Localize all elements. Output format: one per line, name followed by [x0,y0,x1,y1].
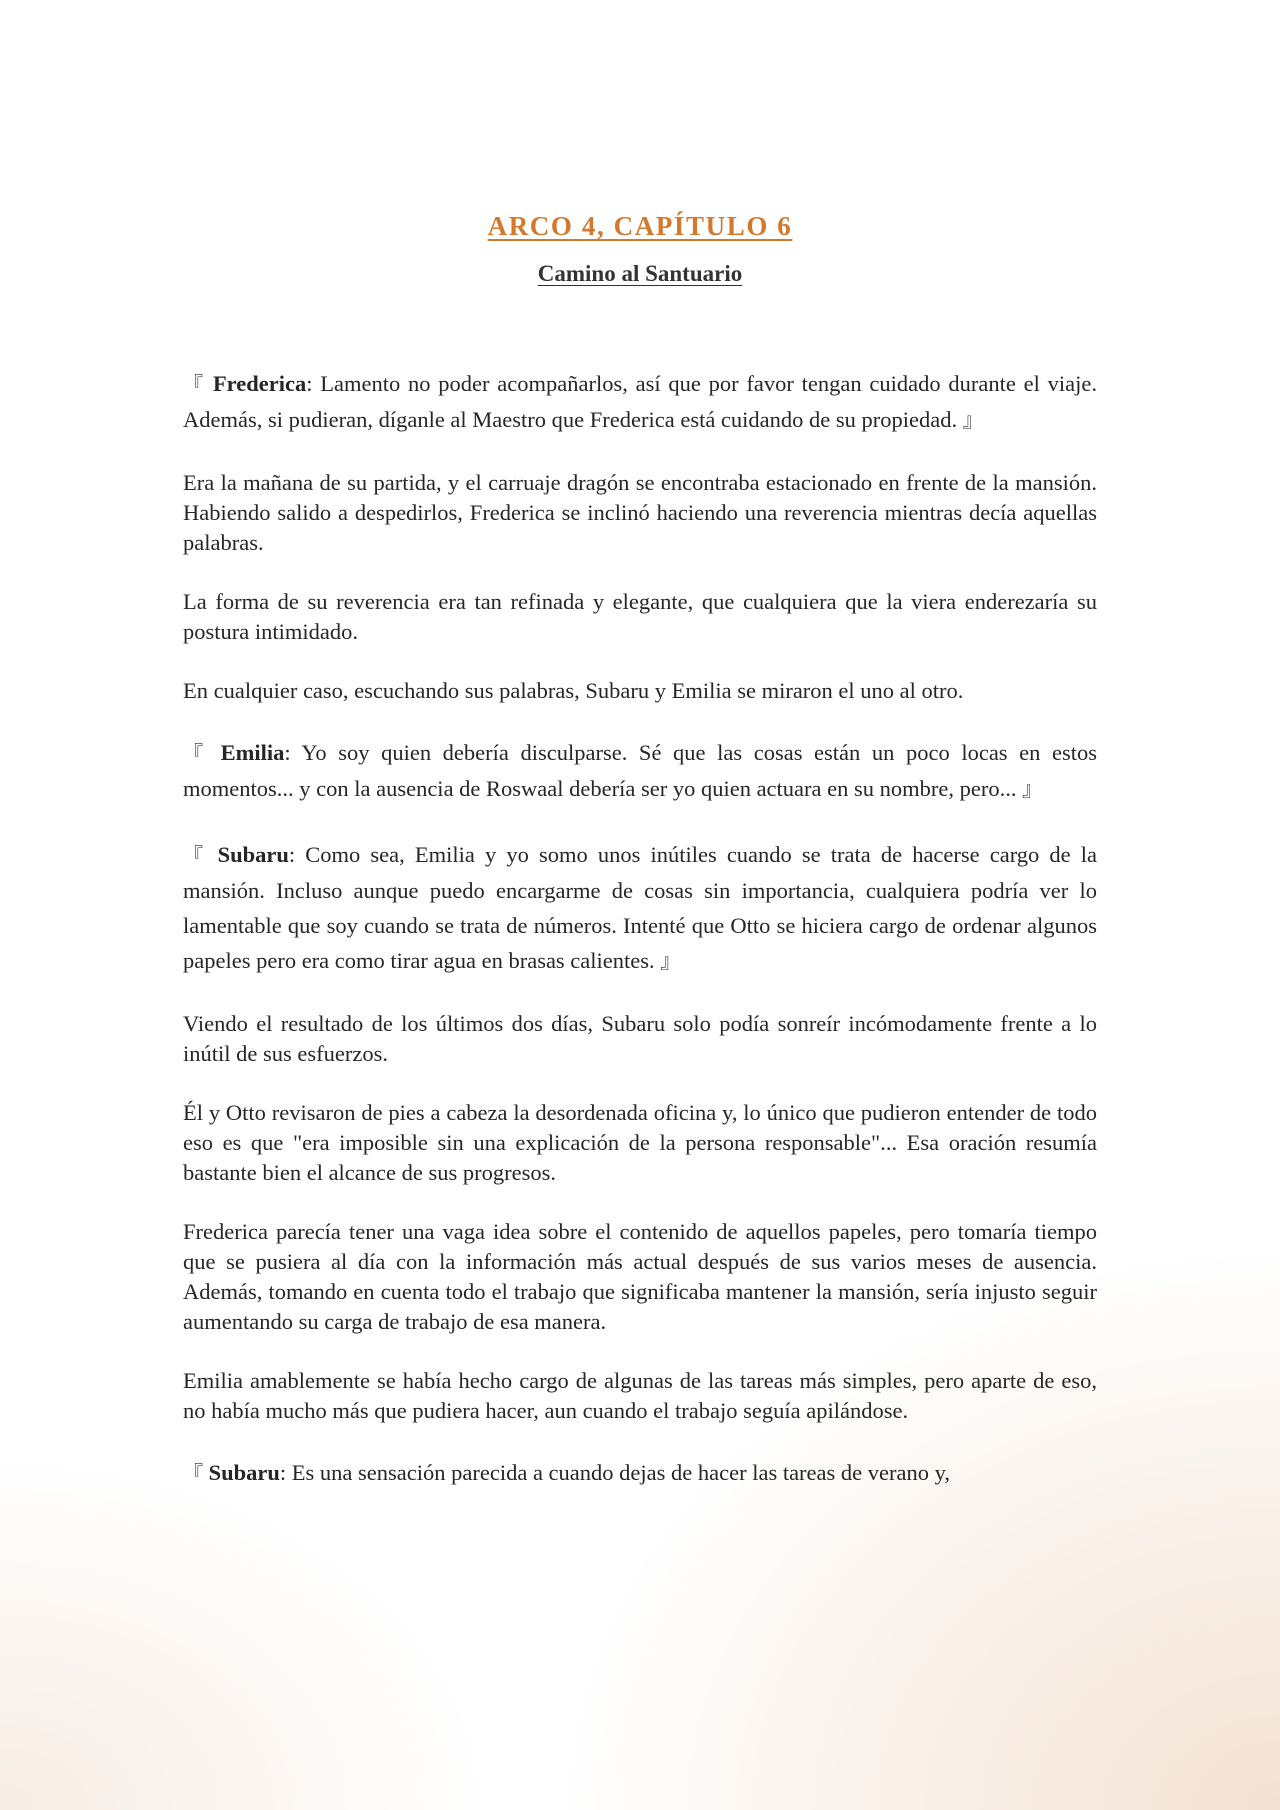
dialogue-paragraph [183,735,1097,807]
open-bracket: 『 [183,1461,203,1485]
dialogue-paragraph [183,1455,1097,1491]
close-bracket: 』 [660,949,681,973]
dialogue-paragraph [183,837,1097,979]
chapter-title: ARCO 4, CAPÍTULO 6 [487,211,793,241]
chapter-subtitle: Camino al Santuario [537,261,743,286]
open-bracket: 『 [183,372,206,396]
narration-paragraph: Viendo el resultado de los últimos dos días, Subaru solo podía sonreír incómodamente frente a lo inútil de sus esfuerzos. [183,1011,1097,1066]
narration-paragraph: La forma de su reverencia era tan refinada y elegante, que cualquiera que la viera enderezaría su postura intimidado. [183,589,1097,644]
document-page [183,206,1097,1491]
close-bracket: 』 [962,408,983,432]
text-body [183,366,1097,1491]
narration-paragraph: En cualquier caso, escuchando sus palabras, Subaru y Emilia se miraron el uno al otro. [183,678,964,703]
close-bracket: 』 [1022,777,1043,801]
narration-paragraph: Él y Otto revisaron de pies a cabeza la desordenada oficina y, lo único que pudieron entender de todo eso es que "era imposible sin una explicación de la persona responsable"... Esa oración resumía bastante bien el alcance de sus progresos. [183,1100,1097,1185]
speaker-name: Emilia [220,740,285,765]
dialogue-text: : Lamento no poder acompañarlos, así que por favor tengan cuidado durante el viaje. Además, si pudieran, díganle al Maestro que Frederica está cuidando de su propiedad. [183,371,1098,432]
dialogue-paragraph [183,366,1097,438]
dialogue-text: : Como sea, Emilia y yo somo unos inútiles cuando se trata de hacerse cargo de la mansión. Incluso aunque puedo encargarme de cosas sin importancia, cualquiera podría ver lo lamentable que soy cuando se trata de números. Intenté que Otto se hiciera cargo de ordenar algunos papeles pero era como tirar agua en brasas calientes. [183,842,1098,973]
dialogue-text: : Es una sensación parecida a cuando dejas de hacer las tareas de verano y, [279,1460,951,1485]
dialogue-text: : Yo soy quien debería disculparse. Sé que las cosas están un poco locas en estos momentos... y con la ausencia de Roswaal debería ser yo quien actuara en su nombre, pero... [183,740,1098,801]
narration-paragraph: Frederica parecía tener una vaga idea sobre el contenido de aquellos papeles, pero tomaría tiempo que se pusiera al día con la información más actual después de sus varios meses de ausencia. Además, tomando en cuenta todo el trabajo que significaba mantener la mansión, sería injusto seguir aumentando su carga de trabajo de esa manera. [183,1219,1097,1334]
speaker-name: Subaru [217,842,289,867]
narration-paragraph: Era la mañana de su partida, y el carruaje dragón se encontraba estacionado en frente de la mansión. Habiendo salido a despedirlos, Frederica se inclinó haciendo una reverencia mientras decía aquellas palabras. [183,470,1097,555]
speaker-name: Subaru [208,1460,280,1485]
speaker-name: Frederica [212,371,307,396]
open-bracket: 『 [183,843,208,867]
narration-paragraph: Emilia amablemente se había hecho cargo de algunas de las tareas más simples, pero aparte de eso, no había mucho más que pudiera hacer, aun cuando el trabajo seguía apilándose. [183,1368,1097,1423]
open-bracket: 『 [183,741,209,765]
